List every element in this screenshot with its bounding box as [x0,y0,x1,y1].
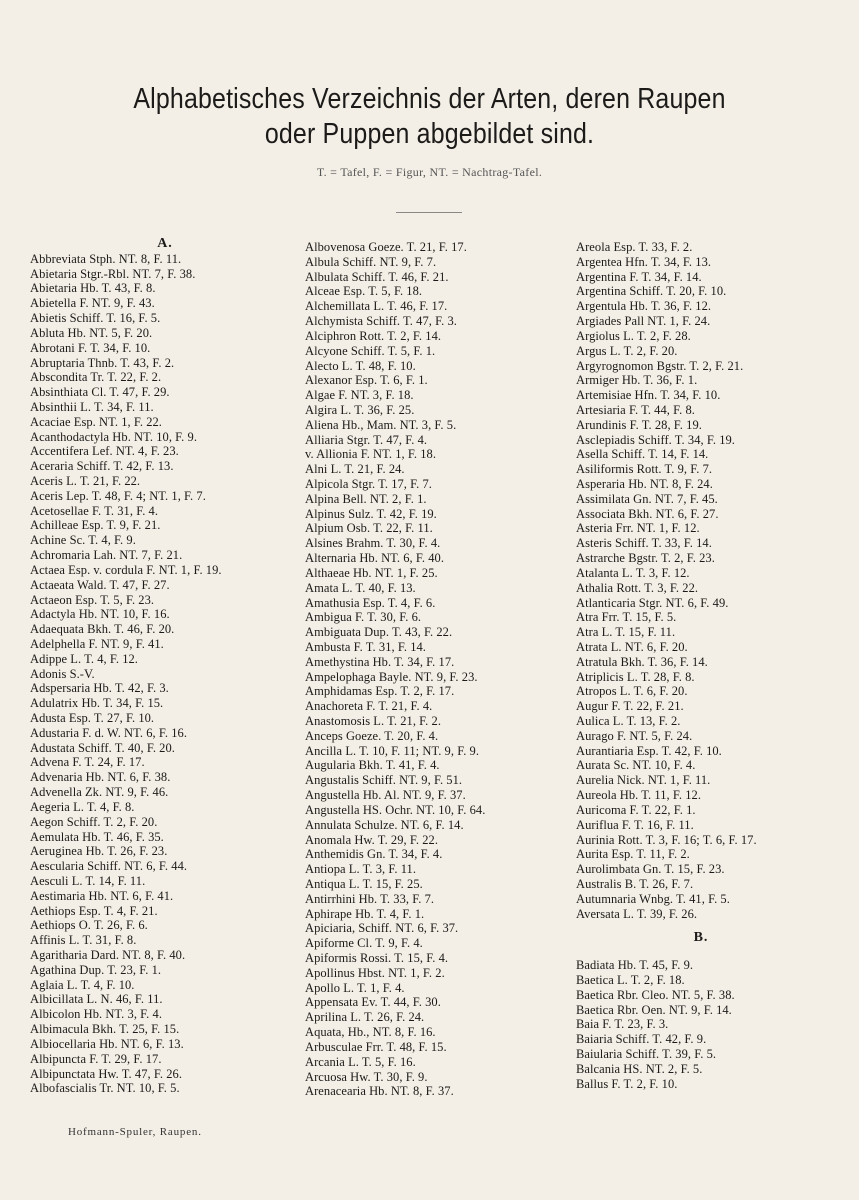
index-entry: Aversata L. T. 39, F. 26. [576,906,698,921]
index-entry: Artesiaria F. T. 44, F. 8. [576,402,695,417]
index-entry: Abietaria Hb. T. 43, F. 8. [30,281,156,296]
index-entry: Aurolimbata Gn. T. 15, F. 23. [576,862,725,877]
index-entry: Antirrhini Hb. T. 33, F. 7. [305,891,435,906]
index-entry: Anachoreta F. T. 21, F. 4. [305,699,433,714]
index-entry: Adulatrix Hb. T. 34, F. 15. [30,696,164,711]
index-entry: Acetosellae F. T. 31, F. 4. [30,503,159,518]
index-entry: Alcyone Schiff. T. 5, F. 1. [305,343,436,358]
index-entry: Alpicola Stgr. T. 17, F. 7. [305,477,432,491]
index-entry: Anceps Goeze. T. 20, F. 4. [305,728,439,743]
index-entry: Anastomosis L. T. 21, F. 2. [305,714,442,728]
index-entry: Argentina F. T. 34, F. 14. [576,269,702,284]
index-entry: Atropos L. T. 6, F. 20. [576,684,688,699]
index-entry: Albicolon Hb. NT. 3, F. 4. [30,1007,163,1022]
index-entry: Angustella HS. Ochr. NT. 10, F. 64. [305,802,486,817]
index-entry: Ancilla L. T. 10, F. 11; NT. 9, F. 9. [305,743,480,758]
index-entry: Adippe L. T. 4, F. 12. [30,651,138,666]
index-entry: Atra L. T. 15, F. 11. [576,625,676,640]
index-entry: Athalia Rott. T. 3, F. 22. [576,580,699,595]
index-entry: Aceris Lep. T. 48, F. 4; NT. 1, F. 7. [30,488,206,503]
index-entry: Argiades Pall NT. 1, F. 24. [576,314,711,329]
index-entry: Asiliformis Rott. T. 9, F. 7. [576,462,713,477]
index-entry: Alternaria Hb. NT. 6, F. 40. [305,551,445,566]
index-entry: Adspersaria Hb. T. 42, F. 3. [30,681,169,696]
index-entry: Antiqua L. T. 15, F. 25. [305,876,423,891]
index-entry: Augularia Bkh. T. 41, F. 4. [305,758,440,773]
index-entry: Argyrognomon Bgstr. T. 2, F. 21. [576,358,744,373]
index-entry: Adusta Esp. T. 27, F. 10. [30,711,155,725]
index-entry: Baia F. T. 23, F. 3. [576,1017,669,1032]
index-entry: Ambigua F. T. 30, F. 6. [305,610,422,625]
index-entry: Alchemillata L. T. 46, F. 17. [305,299,448,314]
index-entry: Apollinus Hbst. NT. 1, F. 2. [305,965,445,980]
index-entry: Aurita Esp. T. 11, F. 2. [576,847,690,862]
index-entry: Asella Schiff. T. 14, F. 14. [576,447,709,462]
index-entry: Achine Sc. T. 4, F. 9. [30,533,136,548]
index-entry: Achilleae Esp. T. 9, F. 21. [30,518,161,533]
index-entry: Aurago F. NT. 5, F. 24. [576,728,693,743]
index-entry: Actaea Esp. v. cordula F. NT. 1, F. 19. [30,562,222,577]
index-entry: Baiaria Schiff. T. 42, F. 9. [576,1032,707,1047]
index-entry: Alchymista Schiff. T. 47, F. 3. [305,314,457,329]
index-entry: Absinthii L. T. 34, F. 11. [30,399,154,414]
index-entry: Alni L. T. 21, F. 24. [305,462,405,477]
index-entry: Albovenosa Goeze. T. 21, F. 17. [305,240,467,254]
index-entry: Auriflua F. T. 16, F. 11. [576,817,694,832]
index-entry: Ballus F. T. 2, F. 10. [576,1076,678,1091]
title-line-1: Alphabetisches Verzeichnis der Arten, deren Raupen [133,83,726,115]
index-entry: Aemulata Hb. T. 46, F. 35. [30,829,164,844]
index-entry: Aceraria Schiff. T. 42, F. 13. [30,459,174,474]
index-entry: Assimilata Gn. NT. 7, F. 45. [576,491,718,506]
index-entry: Albimacula Bkh. T. 25, F. 15. [30,1022,180,1037]
index-entry: Arcania L. T. 5, F. 16. [305,1054,416,1069]
index-entry: Acanthodactyla Hb. NT. 10, F. 9. [30,429,197,444]
index-entry: Atriplicis L. T. 28, F. 8. [576,669,695,684]
index-entry: Amethystina Hb. T. 34, F. 17. [305,654,455,669]
index-entry: Aurantiaria Esp. T. 42, F. 10. [576,743,722,758]
index-entry: Aceris L. T. 21, F. 22. [30,474,141,488]
index-entry: Anomala Hw. T. 29, F. 22. [305,832,438,847]
index-entry: Amphidamas Esp. T. 2, F. 17. [305,684,455,699]
index-entry: Ambusta F. T. 31, F. 14. [305,639,426,654]
index-entry: v. Allionia F. NT. 1, F. 18. [305,447,437,462]
index-entry: Aesculi L. T. 14, F. 11. [30,873,146,888]
index-entry: Artemisiae Hfn. T. 34, F. 10. [576,388,721,403]
index-entry: Adustaria F. d. W. NT. 6, F. 16. [30,725,188,740]
index-entry: Adaequata Bkh. T. 46, F. 20. [30,622,175,637]
index-entry: Australis B. T. 26, F. 7. [576,876,694,891]
index-entry: Achromaria Lah. NT. 7, F. 21. [30,548,183,563]
index-entry: Balcania HS. NT. 2, F. 5. [576,1061,703,1076]
index-column-2 [305,240,567,1099]
index-entry: Abietella F. NT. 9, F. 43. [30,296,155,311]
index-entry: Arenacearia Hb. NT. 8, F. 37. [305,1084,454,1099]
index-entry: Alecto L. T. 48, F. 10. [305,358,416,373]
index-entry: Apiciaria, Schiff. NT. 6, F. 37. [305,921,459,936]
index-entry: Aethiops Esp. T. 4, F. 21. [30,903,158,918]
index-entry: Aethiops O. T. 26, F. 6. [30,918,148,933]
index-entry: Advenaria Hb. NT. 6, F. 38. [30,770,171,785]
index-entry: Arcuosa Hw. T. 30, F. 9. [305,1069,428,1084]
index-entry: Alpina Bell. NT. 2, F. 1. [305,491,427,506]
index-entry: Algira L. T. 36, F. 25. [305,402,415,417]
index-entry: Atalanta L. T. 3, F. 12. [576,565,690,580]
index-entry: Angustalis Schiff. NT. 9, F. 51. [305,773,463,788]
index-entry: Argiolus L. T. 2, F. 28. [576,328,691,343]
index-entry: Augur F. T. 22, F. 21. [576,699,684,714]
index-entry: Aurinia Rott. T. 3, F. 16; T. 6, F. 17. [576,832,757,847]
index-entry: Arbusculae Frr. T. 48, F. 15. [305,1039,447,1054]
index-entry: Alsines Brahm. T. 30, F. 4. [305,536,441,551]
index-entry: Abbreviata Stph. NT. 8, F. 11. [30,251,182,266]
index-entry: Argentula Hb. T. 36, F. 12. [576,299,712,314]
index-entry: Autumnaria Wnbg. T. 41, F. 5. [576,891,730,906]
abbreviation-legend: T. = Tafel, F. = Figur, NT. = Nachtrag-Tafel. [316,165,543,179]
index-entry: Alpium Osb. T. 22, F. 11. [305,521,433,536]
index-entry: Asclepiadis Schiff. T. 34, F. 19. [576,432,735,447]
index-entry: Alpinus Sulz. T. 42, F. 19. [305,506,437,521]
index-entry: Albofascialis Tr. NT. 10, F. 5. [30,1081,180,1096]
index-entry: Althaeae Hb. NT. 1, F. 25. [305,565,438,580]
index-entry: Atra Frr. T. 15, F. 5. [576,610,677,625]
index-entry: Adustata Schiff. T. 40, F. 20. [30,740,175,755]
index-entry: Abscondita Tr. T. 22, F. 2. [30,370,162,385]
index-entry: Argus L. T. 2, F. 20. [576,343,678,358]
index-entry: Albulata Schiff. T. 46, F. 21. [305,269,449,284]
index-entry: Aurata Sc. NT. 10, F. 4. [576,758,696,773]
index-entry: Anthemidis Gn. T. 34, F. 4. [305,847,443,862]
index-entry: Apiformis Rossi. T. 15, F. 4. [305,951,449,965]
divider [396,212,462,213]
index-entry: Aegon Schiff. T. 2, F. 20. [30,814,158,829]
index-entry: Aglaia L. T. 4, F. 10. [30,977,135,992]
index-entry: Aliena Hb., Mam. NT. 3, F. 5. [305,417,457,432]
index-entry: Astrarche Bgstr. T. 2, F. 23. [576,551,715,566]
index-entry: Argentea Hfn. T. 34, F. 13. [576,254,712,269]
index-entry: Asperaria Hb. NT. 8, F. 24. [576,477,713,491]
index-entry: Affinis L. T. 31, F. 8. [30,933,137,948]
index-entry: Ampelophaga Bayle. NT. 9, F. 23. [305,669,478,684]
index-entry: Abietaria Stgr.-Rbl. NT. 7, F. 38. [30,266,196,281]
index-entry: Albula Schiff. NT. 9, F. 7. [305,254,437,269]
index-entry: Associata Bkh. NT. 6, F. 27. [576,506,719,521]
index-entry: Abietis Schiff. T. 16, F. 5. [30,311,161,326]
index-entry: Aurelia Nick. NT. 1, F. 11. [576,773,711,788]
entry-list-1 [30,252,292,1096]
index-entry: Atrata L. NT. 6, F. 20. [576,639,688,654]
index-entry: Adonis S.-V. [30,666,95,681]
index-entry: Advenella Zk. NT. 9, F. 46. [30,785,169,800]
index-entry: Areola Esp. T. 33, F. 2. [576,240,693,254]
index-entry: Adelphella F. NT. 9, F. 41. [30,636,164,651]
index-entry: Abluta Hb. NT. 5, F. 20. [30,325,153,340]
index-entry: Advena F. T. 24, F. 17. [30,755,145,770]
index-entry: Accentifera Lef. NT. 4, F. 23. [30,444,179,459]
index-entry: Antiopa L. T. 3, F. 11. [305,862,417,877]
index-entry: Appensata Ev. T. 44, F. 30. [305,995,441,1010]
index-entry: Alciphron Rott. T. 2, F. 14. [305,328,442,343]
index-entry: Aescularia Schiff. NT. 6, F. 44. [30,859,188,874]
index-entry: Apollo L. T. 1, F. 4. [305,980,405,995]
index-entry: Baetica Rbr. Cleo. NT. 5, F. 38. [576,987,735,1002]
index-entry: Alliaria Stgr. T. 47, F. 4. [305,432,428,447]
page-title [60,82,799,152]
index-entry: Algae F. NT. 3, F. 18. [305,388,414,403]
section-heading-b: B. [693,930,709,946]
index-entry: Actaeon Esp. T. 5, F. 23. [30,592,155,607]
index-entry: Agathina Dup. T. 23, F. 1. [30,962,162,977]
index-entry: Adactyla Hb. NT. 10, F. 16. [30,607,170,622]
index-entry: Aeruginea Hb. T. 26, F. 23. [30,844,168,859]
entry-list-3b [576,958,838,1091]
index-entry: Baetica L. T. 2, F. 18. [576,973,685,987]
index-entry: Albicillata L. N. 46, F. 11. [30,992,163,1007]
index-entry: Aegeria L. T. 4, F. 8. [30,799,135,814]
index-entry: Angustella Hb. Al. NT. 9, F. 37. [305,788,466,803]
index-entry: Aprilina L. T. 26, F. 24. [305,1010,425,1025]
entry-list-3 [576,240,838,921]
footer-credit: Hofmann-Spuler, Raupen. [68,1126,202,1138]
index-entry: Albipunctata Hw. T. 47, F. 26. [30,1066,182,1081]
index-entry: Absinthiata Cl. T. 47, F. 29. [30,385,170,400]
index-entry: Aphirape Hb. T. 4, F. 1. [305,906,425,921]
index-entry: Albipuncta F. T. 29, F. 17. [30,1051,162,1066]
index-entry: Armiger Hb. T. 36, F. 1. [576,373,698,388]
index-entry: Apiforme Cl. T. 9, F. 4. [305,936,423,951]
index-entry: Albiocellaria Hb. NT. 6, F. 13. [30,1036,184,1051]
index-entry: Actaeata Wald. T. 47, F. 27. [30,577,170,592]
index-entry: Arundinis F. T. 28, F. 19. [576,417,702,432]
index-column-1 [30,237,292,1096]
index-entry: Aureola Hb. T. 11, F. 12. [576,788,702,803]
index-entry: Asteris Schiff. T. 33, F. 14. [576,536,712,551]
index-column-3 [576,240,838,1092]
index-entry: Alceae Esp. T. 5, F. 18. [305,284,423,299]
index-entry: Ambiguata Dup. T. 43, F. 22. [305,625,453,640]
index-entry: Asteria Frr. NT. 1, F. 12. [576,521,700,536]
index-entry: Aestimaria Hb. NT. 6, F. 41. [30,888,174,903]
index-entry: Amata L. T. 40, F. 13. [305,580,416,595]
title-line-2: oder Puppen abgebildet sind. [264,118,595,150]
index-entry: Abrotani F. T. 34, F. 10. [30,340,151,355]
index-entry: Atratula Bkh. T. 36, F. 14. [576,654,708,669]
index-entry: Alexanor Esp. T. 6, F. 1. [305,373,428,388]
index-entry: Baiularia Schiff. T. 39, F. 5. [576,1047,717,1062]
index-entry: Badiata Hb. T. 45, F. 9. [576,958,694,973]
index-entry: Aulica L. T. 13, F. 2. [576,714,681,728]
index-entry: Aquata, Hb., NT. 8, F. 16. [305,1025,436,1040]
index-entry: Amathusia Esp. T. 4, F. 6. [305,595,436,610]
index-entry: Argentina Schiff. T. 20, F. 10. [576,284,727,299]
entry-list-2 [305,240,567,1099]
index-entry: Auricoma F. T. 22, F. 1. [576,802,696,817]
section-heading-a: A. [157,236,173,251]
index-entry: Atlanticaria Stgr. NT. 6, F. 49. [576,595,729,610]
index-entry: Agaritharia Dard. NT. 8, F. 40. [30,948,186,962]
index-entry: Abruptaria Thnb. T. 43, F. 2. [30,355,175,370]
index-entry: Annulata Schulze. NT. 6, F. 14. [305,817,464,832]
index-entry: Acaciae Esp. NT. 1, F. 22. [30,414,162,429]
index-entry: Baetica Rbr. Oen. NT. 9, F. 14. [576,1002,732,1017]
